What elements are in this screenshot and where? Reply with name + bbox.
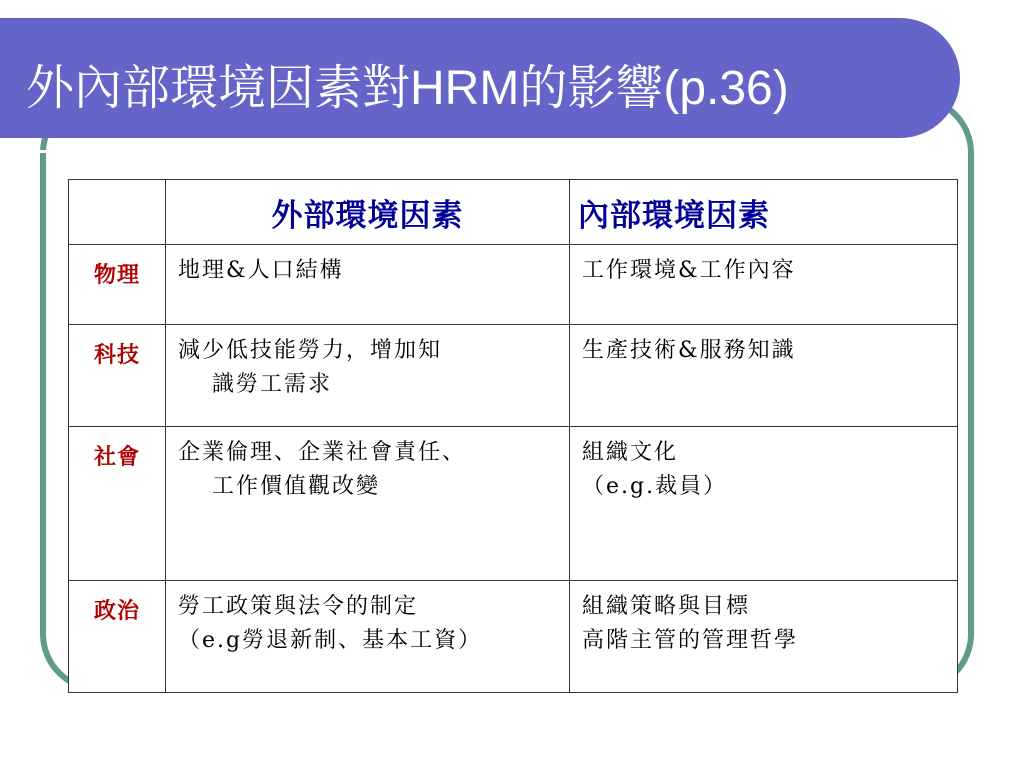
internal-line: （e.g.裁員）: [582, 474, 728, 499]
internal-line: 高階主管的管理哲學: [582, 628, 799, 653]
external-line: 勞工政策與法令的制定: [178, 594, 419, 619]
title-latin: HRM: [410, 62, 520, 115]
external-cell: [166, 245, 570, 325]
table-row: [69, 325, 958, 427]
row-label-physical: 物理: [69, 245, 166, 325]
table-row: [69, 427, 958, 581]
row-label-technology: 科技: [69, 325, 166, 427]
header-corner-cell: [69, 180, 166, 245]
internal-cell: [570, 245, 958, 325]
external-line: 減少低技能勞力，增加知: [178, 338, 443, 363]
table-header-row: [69, 180, 958, 245]
external-line: 識勞工需求: [212, 372, 333, 397]
title-bar: [0, 18, 960, 138]
external-line: （e.g勞退新制、基本工資）: [178, 628, 483, 653]
table-row: [69, 581, 958, 693]
internal-cell: [570, 427, 958, 581]
slide-title: [26, 60, 789, 117]
row-label-political: 政治: [69, 581, 166, 693]
title-underline: [0, 150, 908, 153]
external-cell: [166, 427, 570, 581]
title-part1: 外內部環境因素對: [26, 60, 411, 116]
title-part2: 的影響: [519, 60, 664, 116]
table-row: [69, 245, 958, 325]
internal-line: 工作環境&工作內容: [582, 258, 796, 283]
external-line: 企業倫理、企業社會責任、: [178, 440, 467, 465]
internal-line: 生產技術&服務知識: [582, 338, 796, 363]
external-cell: [166, 581, 570, 693]
external-line: 工作價值觀改變: [212, 474, 381, 499]
internal-cell: [570, 581, 958, 693]
factors-table: [68, 179, 958, 693]
external-line: 地理&人口結構: [178, 258, 344, 283]
internal-line: 組織文化: [582, 440, 679, 465]
header-external-factors: 外部環境因素: [166, 180, 570, 245]
row-label-social: 社會: [69, 427, 166, 581]
external-cell: [166, 325, 570, 427]
internal-line: 組織策略與目標: [582, 594, 751, 619]
header-internal-factors: 內部環境因素: [570, 180, 958, 245]
title-page-ref: (p.36): [663, 62, 789, 115]
internal-cell: [570, 325, 958, 427]
